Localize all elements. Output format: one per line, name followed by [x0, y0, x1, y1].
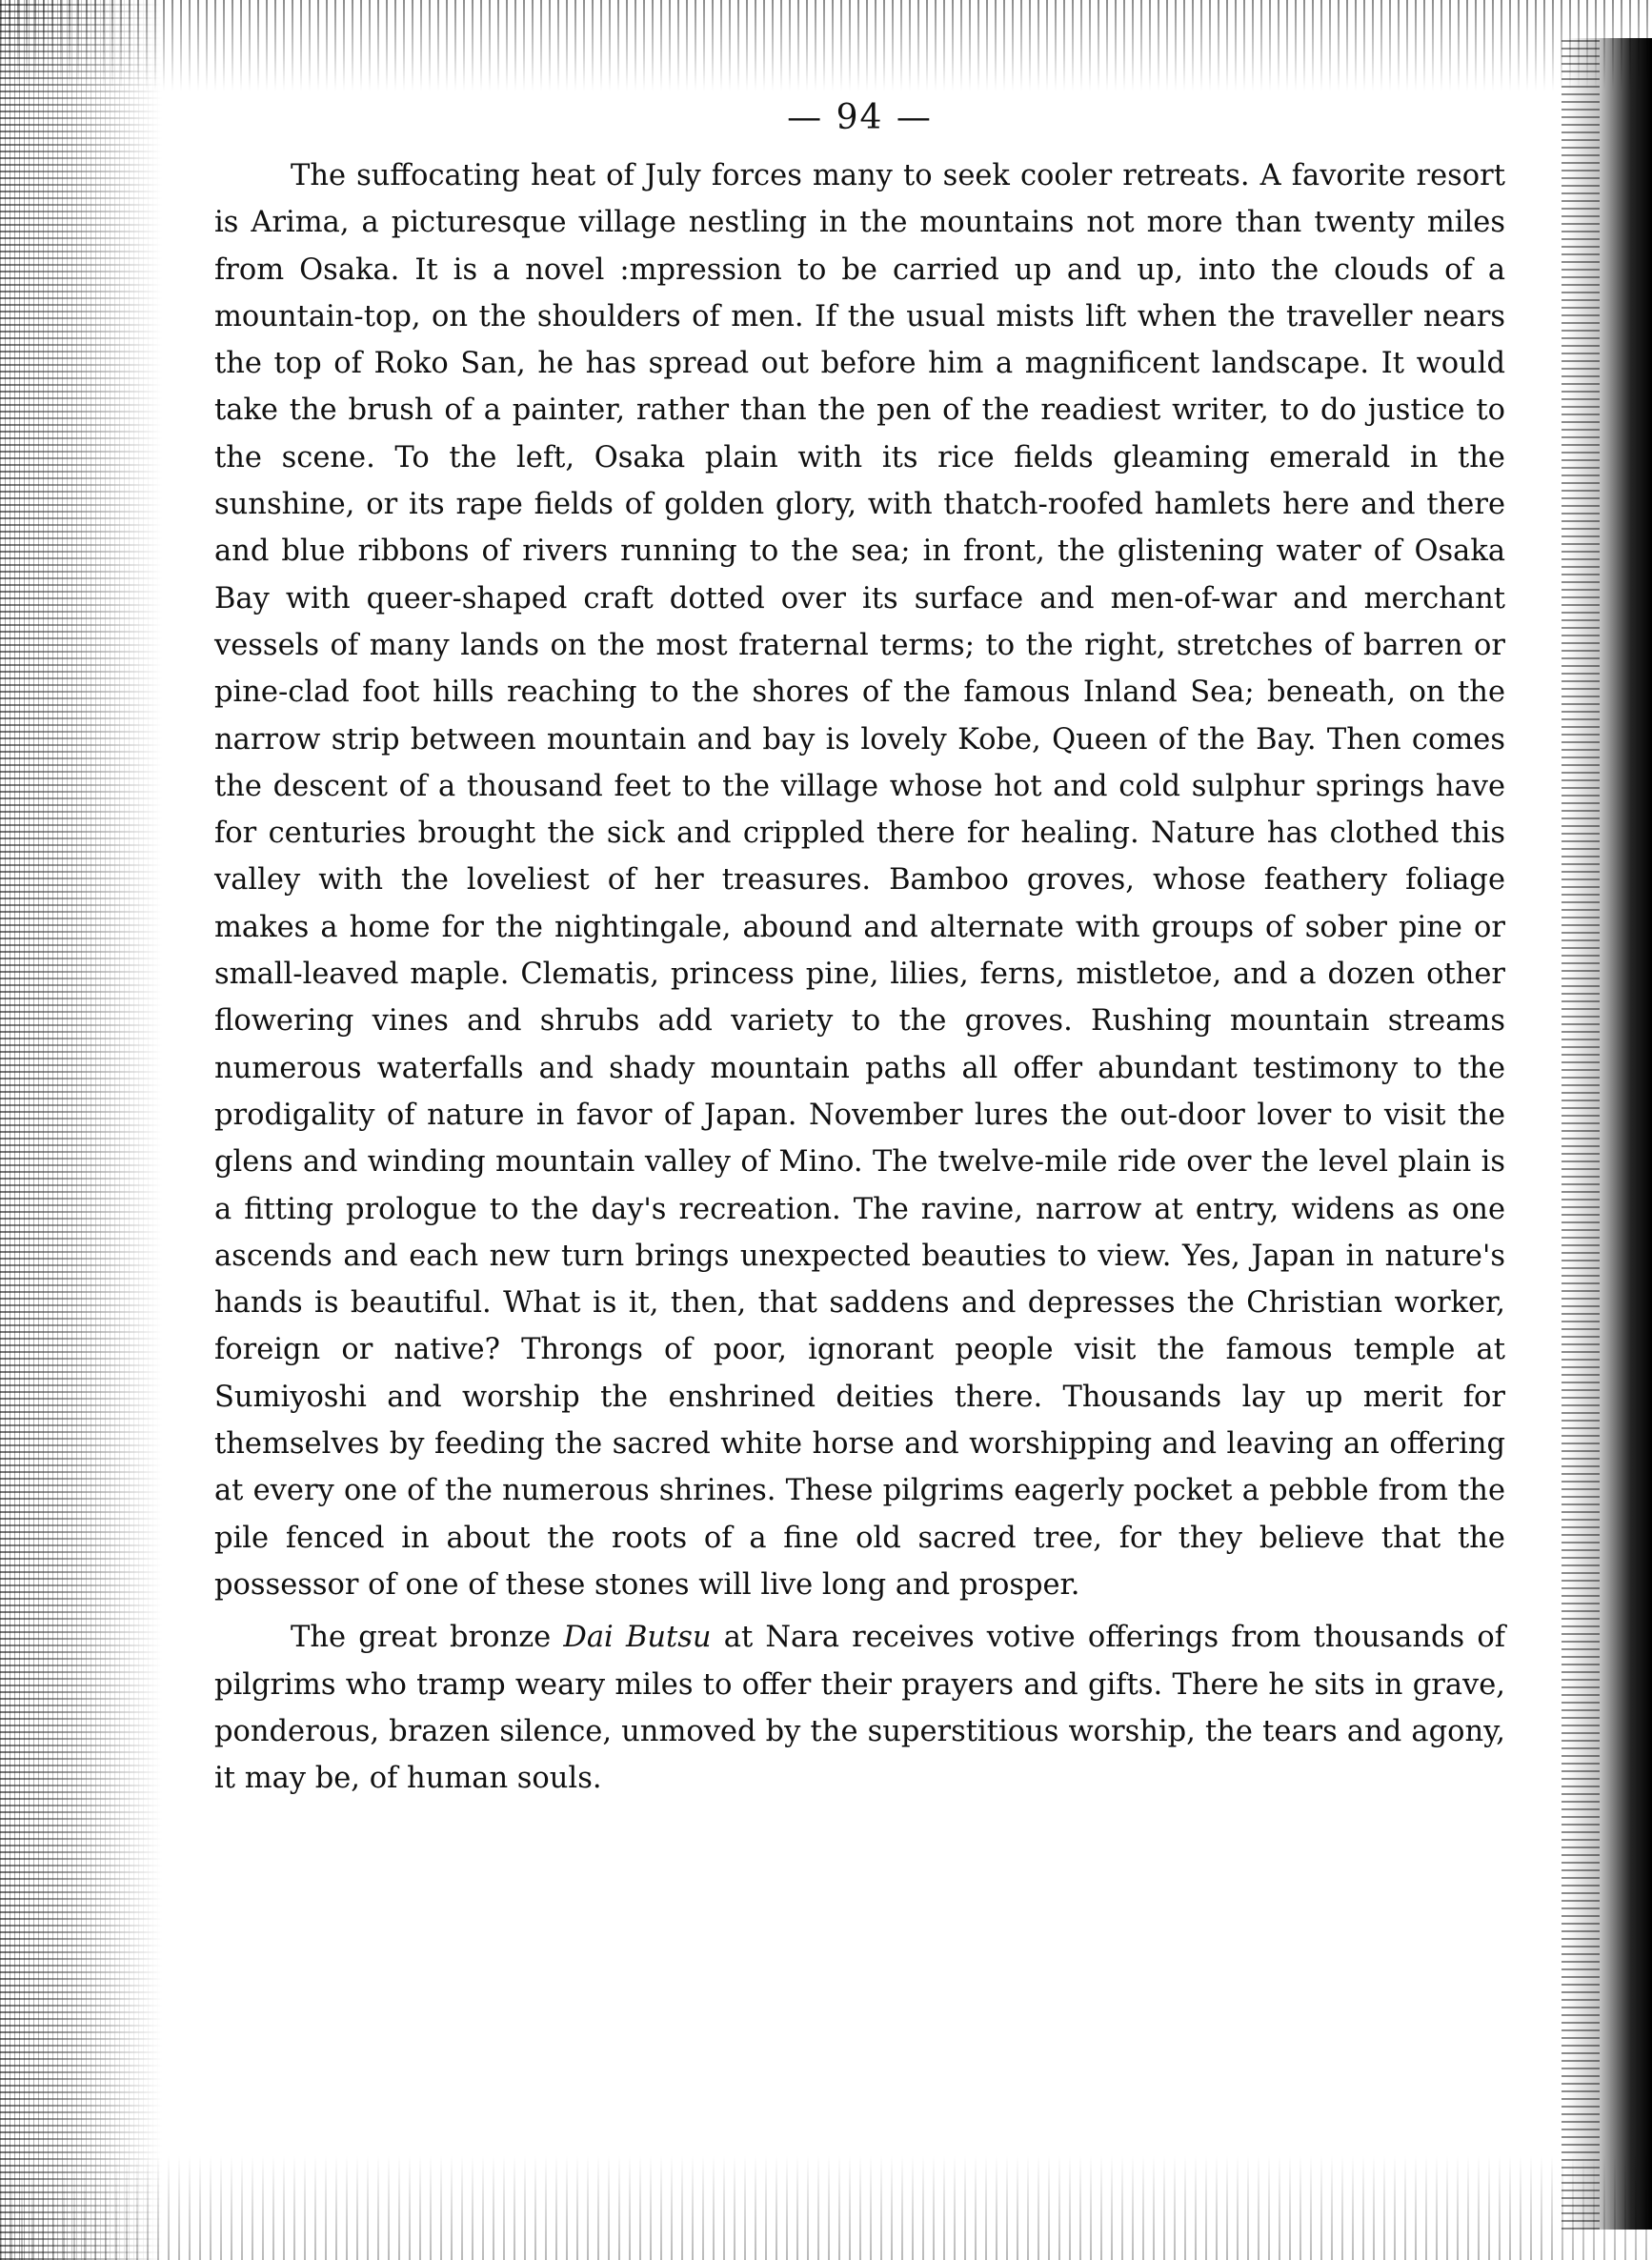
paragraph-1: The suffocating heat of July forces many to seek cooler retreats. A favorite resort is Arima, a picturesque village nestling in the mountains not more than twenty miles from Osaka. It is a novel :mpression to be carried up and up, into the clouds of a mountain-top, on the shoulders of men. If the usual mists lift when the traveller nears the top of Roko San, he has spread out before him a magnificent landscape. It would take the brush of a painter, rather than the pen of the readiest writer, to do justice to the scene. To the left, Osaka plain with its rice fields gleaming emerald in the sunshine, or its rape fields of golden glory, with thatch-roofed hamlets here and there and blue ribbons of rivers running to the sea; in front, the glistening water of Osaka Bay with queer-shaped craft dotted over its surface and men-of-war and merchant vessels of many lands on the most fraternal terms; to the right, stretches of barren or pine-clad foot hills reaching to the shores of the famous Inland Sea; beneath, on the narrow strip between mountain and bay is lovely Kobe, Queen of the Bay. Then comes the descent of a thousand feet to the village whose hot and cold sulphur springs have for centuries brought the sick and crippled there for healing. Nature has clothed this valley with the loveliest of her treasures. Bamboo groves, whose feathery foliage makes a home for the nightingale, abound and alternate with groups of sober pine or small-leaved maple. Clematis, princess pine, lilies, ferns, mistletoe, and a dozen other flowering vines and shrubs add variety to the groves. Rushing mountain streams numerous waterfalls and shady mountain paths all offer abundant testimony to the prodigality of nature in favor of Japan. November lures the out-door lover to visit the glens and winding mountain valley of Mino. The twelve-mile ride over the level plain is a fitting prologue to the day's recreation. The ravine, narrow at entry, widens as one ascends and each new turn brings unexpected beauties to view. Yes, Japan in nature's hands is beautiful. What is it, then, that saddens and depresses the Christian worker, foreign or native? Throngs of poor, ignorant people visit the famous temple at Sumiyoshi and worship the enshrined deities there. Thousands lay up merit for themselves by feeding the sacred white horse and worshipping and leaving an offering at every one of the numerous shrines. These pilgrims eagerly pocket a pebble from the pile fenced in about the roots of a fine old sacred tree, for they believe that the possessor of one of these stones will live long and prosper. [214, 159, 1505, 1602]
scan-noise-right-edge [1561, 38, 1600, 2230]
paragraph-2-emphasis: Dai Butsu [563, 1621, 712, 1655]
paragraph-2 [214, 1614, 1505, 1802]
scan-noise-top-edge [0, 0, 1652, 91]
paragraph-2-lead: The great bronze [291, 1621, 564, 1655]
paragraph-2-rest: at Nara receives votive offerings from thousands of pilgrims who tramp weary miles to offer their prayers and gifts. There he sits in grave, ponderous, brazen silence, unmoved by the superstitious worship, the tears and agony, it may be, of human souls. [214, 1621, 1505, 1796]
document-page [214, 95, 1505, 1802]
page-number: — 94 — [787, 98, 933, 137]
scan-noise-bottom-edge [0, 2155, 1652, 2260]
scan-noise-left-edge [0, 0, 162, 2260]
